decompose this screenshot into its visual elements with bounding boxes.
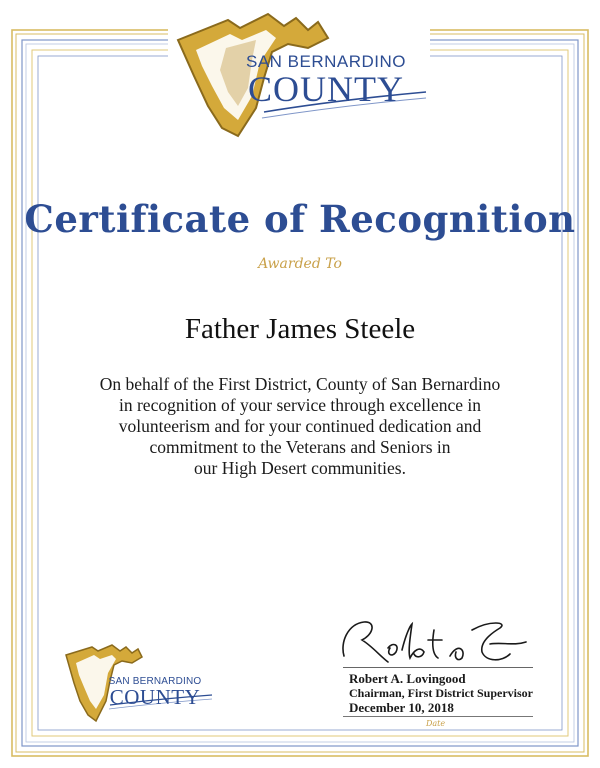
awarded-to-label: Awarded To (258, 256, 342, 272)
recipient-name: Father James Steele (184, 313, 416, 345)
citation-line: commitment to the Veterans and Seniors in (149, 437, 451, 457)
logo-line-county: COUNTY (248, 69, 404, 109)
citation-line: On behalf of the First District, County of San Bernardino (99, 374, 501, 394)
logo-line-county: COUNTY (109, 685, 201, 709)
citation-line: in recognition of your service through excellence in (118, 395, 482, 415)
signer-title: Chairman, First District Supervisor (349, 686, 533, 700)
certificate-title: Certificate of Recognition (24, 197, 576, 241)
logo-line-san-bernardino: SAN BERNARDINO (245, 52, 407, 71)
citation-line: our High Desert communities. (194, 458, 406, 478)
signature-line (343, 667, 533, 668)
logo-line-san-bernardino: SAN BERNARDINO (108, 676, 202, 687)
citation-text (80, 374, 520, 479)
date-line (343, 716, 533, 717)
county-logo-wordmark-small (94, 676, 216, 707)
handwritten-signature (330, 612, 540, 672)
county-logo-wordmark (226, 52, 426, 109)
date-label: Date (426, 719, 446, 728)
citation-line: volunteerism and for your continued dedication and (118, 416, 482, 436)
signature-date: December 10, 2018 (349, 700, 454, 715)
signer-name: Robert A. Lovingood (349, 671, 466, 686)
